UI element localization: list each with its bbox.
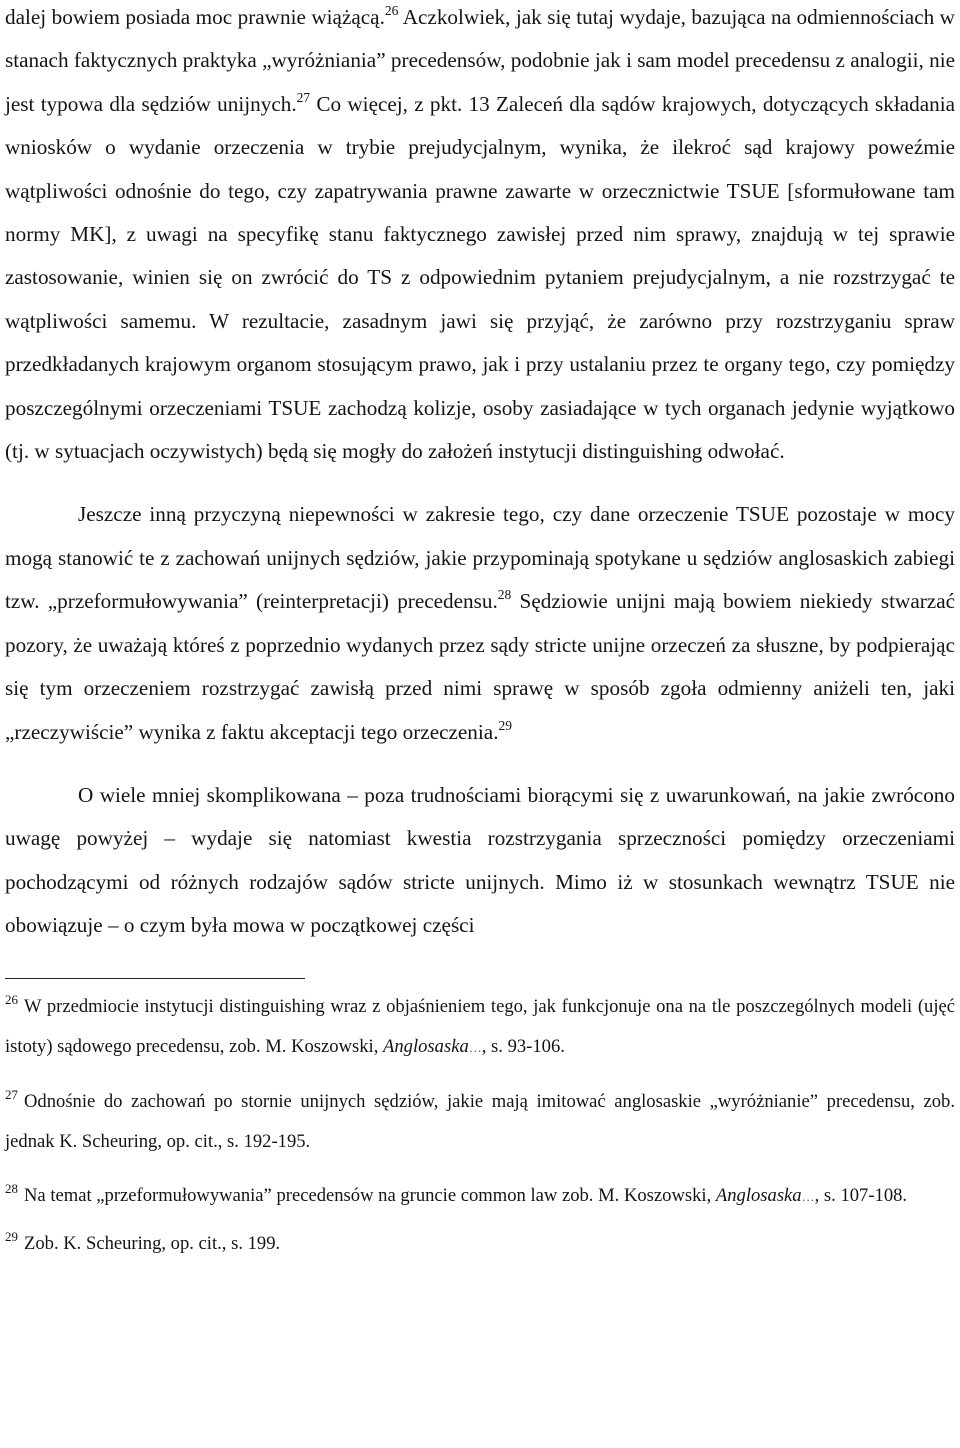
text-run: Aczkolwiek, jak się tutaj wydaje, bazująca na odmiennościach w stanach faktycznych praktyka „wyróżniania” precedensów, podobnie jak i sam model precedensu z analogii, nie jest typowa dla sędziów unijnych. — [5, 5, 955, 116]
footnote-28 — [5, 1176, 955, 1217]
italic-title: Anglosaska — [383, 1035, 469, 1057]
footnote-reference: 29 — [498, 717, 512, 733]
text-run: dalej bowiem posiada moc prawnie wiążącą. — [5, 5, 385, 29]
footnote-separator — [5, 978, 305, 979]
footnote-number: 26 — [5, 991, 18, 1007]
text-run: O wiele mniej skomplikowana – poza trudnościami biorącymi się z uwarunkowań, na jakie zwrócono uwagę powyżej – wydaje się natomiast kwestia rozstrzygania sprzeczności pomiędzy orzeczeniami pochodzącymi od różnych rodzajów sądów stricte unijnych. Mimo iż w stosunkach wewnątrz TSUE nie obowiązuje – o czym była mowa w początkowej części — [5, 782, 955, 938]
footnote-29 — [5, 1227, 955, 1261]
text-run: , s. 93-106. — [481, 1035, 565, 1057]
footnote-26 — [5, 987, 955, 1068]
ellipsis: … — [468, 1039, 482, 1055]
text-run: Zob. K. Scheuring, op. cit., s. 199. — [24, 1232, 281, 1254]
document-page — [5, 0, 955, 1261]
footnote-number: 29 — [5, 1228, 18, 1244]
text-run: Co więcej, z pkt. 13 Zaleceń dla sądów krajowych, dotyczących składania wniosków o wydanie orzeczenia w trybie prejudycjalnym, wynika, że ilekroć sąd krajowy poweźmie wątpliwości odnośnie do tego, czy zapatrywania prawne zawarte w orzecznictwie TSUE [sformułowane tam normy MK], z uwagi na specyfikę stanu faktycznego zawisłej przed nim sprawy, znajdują w tej sprawie zastosowanie, winien się on zwrócić do TS z odpowiednim pytaniem prejudycjalnym, a nie rozstrzygać te wątpliwości samemu. W rezultacie, zasadnym jawi się przyjąć, że zarówno przy rozstrzyganiu spraw przedkładanych krajowym organom stosującym prawo, jak i przy ustalaniu przez te organy tego, czy pomiędzy poszczególnymi orzeczeniami TSUE zachodzą kolizje, osoby zasiadające w tych organach jedynie wyjątkowo (tj. w sytuacjach oczywistych) będą się mogły do założeń instytucji distinguishing odwołać. — [5, 91, 955, 464]
footnote-reference: 26 — [384, 3, 399, 18]
footnote-27 — [5, 1082, 955, 1162]
ellipsis: … — [801, 1188, 815, 1204]
text-run: W przedmiocie instytucji distinguishing wraz z objaśnieniem tego, jak funkcjonuje ona na tle poszczególnych modeli (ujęć istoty) sądowego precedensu, zob. M. Koszowski, — [5, 995, 955, 1057]
text-run: Jeszcze inną przyczyną niepewności w zakresie tego, czy dane orzeczenie TSUE pozostaje w mocy mogą stanowić te z zachowań unijnych sędziów, jakie przypominają spotykane u sędziów anglosaskich zabiegi tzw. „przeformułowywania” (reinterpretacji) precedensu. — [5, 502, 955, 614]
paragraph-1 — [5, 0, 955, 473]
footnote-reference: 28 — [497, 587, 512, 603]
text-run: Sędziowie unijni mają bowiem niekiedy stwarzać pozory, że uważają któreś z poprzednio wydanych przez sądy stricte unijne orzeczeń za słuszne, by podpierając się tym orzeczeniem rozstrzygać zawisłą przed nimi sprawę w sposób zgoła odmienny aniżeli ten, jaki „rzeczywiście” wynika z faktu akceptacji tego orzeczenia. — [5, 589, 956, 744]
footnote-number: 28 — [5, 1180, 18, 1196]
paragraph-2 — [5, 493, 955, 753]
paragraph-3 — [5, 774, 955, 948]
footnote-number: 27 — [5, 1086, 18, 1102]
footnote-reference: 27 — [296, 89, 311, 105]
text-run: Na temat „przeformułowywania” precedensów na gruncie common law zob. M. Koszowski, — [24, 1184, 716, 1206]
text-run: Odnośnie do zachowań po stornie unijnych sędziów, jakie mają imitować anglosaskie „wyróżnianie” precedensu, zob. jednak K. Scheuring, op. cit., s. 192-195. — [5, 1090, 955, 1152]
italic-title: Anglosaska — [715, 1184, 802, 1206]
text-run: , s. 107-108. — [814, 1184, 908, 1206]
